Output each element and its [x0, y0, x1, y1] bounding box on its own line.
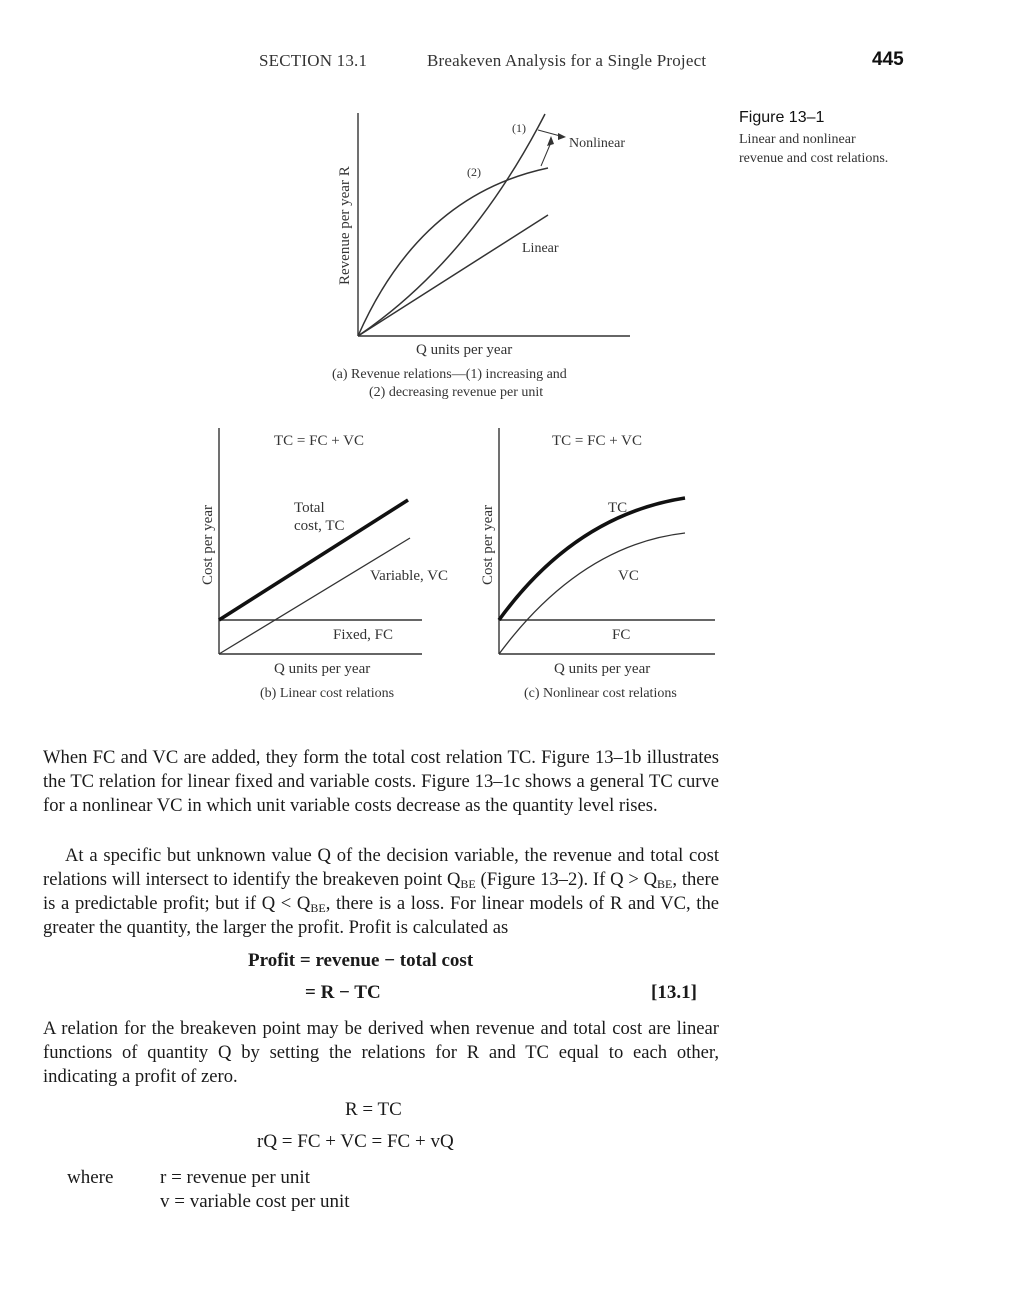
p2-sub-3: BE — [310, 901, 326, 915]
where-r-definition: r = revenue per unit — [160, 1167, 310, 1188]
section-label: SECTION 13.1 — [259, 51, 368, 70]
label-decreasing: (2) — [467, 165, 481, 179]
panel-a-y-label: Revenue per year R — [337, 166, 353, 285]
equation-profit-line-1: Profit = revenue − total cost — [248, 950, 474, 971]
tc-label: TC — [608, 500, 628, 516]
variable-cost-label: Variable, VC — [370, 568, 449, 584]
panel-b-y-label: Cost per year — [200, 505, 216, 585]
panel-a-caption-1: (a) Revenue relations—(1) increasing and — [332, 367, 567, 382]
panel-b-caption: (b) Linear cost relations — [260, 686, 395, 701]
panel-b-top-label: TC = FC + VC — [274, 433, 364, 449]
paragraph-3: A relation for the breakeven point may be derived when revenue and total cost are linear functions of quantity Q by setting the relations for R and TC equal to each other, indicating a profit of zero. — [43, 1018, 719, 1087]
equation-profit-line-2: = R − TC — [305, 982, 381, 1003]
panel-c-x-label: Q units per year — [554, 661, 651, 677]
where-v-definition: v = variable cost per unit — [160, 1191, 350, 1212]
where-label: where — [67, 1167, 114, 1188]
equation-breakeven-1: R = TC — [345, 1099, 402, 1120]
tc-curve — [499, 498, 685, 620]
label-linear: Linear — [522, 241, 559, 256]
pointer-arrow-2 — [547, 136, 554, 146]
label-increasing: (1) — [512, 121, 526, 135]
pointer-arrow-1 — [558, 133, 566, 140]
panel-c-top-label: TC = FC + VC — [552, 433, 642, 449]
panel-c-nonlinear-cost-chart — [470, 420, 730, 705]
panel-c-y-label: Cost per year — [480, 505, 496, 585]
equation-breakeven-2: rQ = FC + VC = FC + vQ — [257, 1131, 454, 1152]
increasing-revenue-curve — [358, 114, 545, 336]
p2-part-c: , there is a predictable profit; but if Q < Q — [43, 869, 719, 914]
total-cost-label-2: cost, TC — [294, 518, 345, 534]
figure-caption: Linear and nonlinear revenue and cost relations. — [739, 132, 889, 166]
figure-title: Figure 13–1 — [739, 109, 825, 126]
total-cost-label-1: Total — [294, 500, 325, 516]
p2-sub-2: BE — [657, 877, 673, 891]
fc-label: FC — [612, 627, 631, 643]
panel-a-caption-2: (2) decreasing revenue per unit — [369, 385, 544, 400]
panel-a-revenue-chart — [320, 100, 650, 405]
p2-sub-1: BE — [460, 877, 476, 891]
panel-c-caption: (c) Nonlinear cost relations — [524, 686, 677, 701]
panel-b-linear-cost-chart — [190, 420, 455, 705]
paragraph-2 — [43, 844, 719, 940]
linear-revenue-line — [358, 215, 548, 336]
panel-b-x-label: Q units per year — [274, 661, 371, 677]
p2-part-d: , there is a loss. For linear models of R and VC, the greater the quantity, the larger the profit. Profit is calculated as — [43, 893, 719, 938]
panel-a-x-label: Q units per year — [416, 342, 513, 358]
vc-curve — [499, 533, 685, 654]
running-title: Breakeven Analysis for a Single Project — [427, 51, 707, 70]
vc-label: VC — [618, 568, 639, 584]
p2-part-a: At a specific but unknown value Q of the decision variable, the revenue and total cost relations will intersect to identify the breakeven point Q — [43, 845, 719, 890]
fixed-cost-label: Fixed, FC — [333, 627, 394, 643]
p2-part-b: (Figure 13–2). If Q > Q — [475, 869, 658, 890]
label-nonlinear: Nonlinear — [569, 136, 625, 151]
page-number: 445 — [872, 49, 904, 70]
equation-number: [13.1] — [651, 982, 697, 1003]
paragraph-1: When FC and VC are added, they form the total cost relation TC. Figure 13–1b illustrates the TC relation for linear fixed and variable costs. Figure 13–1c shows a general TC curve for a nonlinear VC in which unit variable costs decrease as the quantity level rises. — [43, 747, 719, 816]
